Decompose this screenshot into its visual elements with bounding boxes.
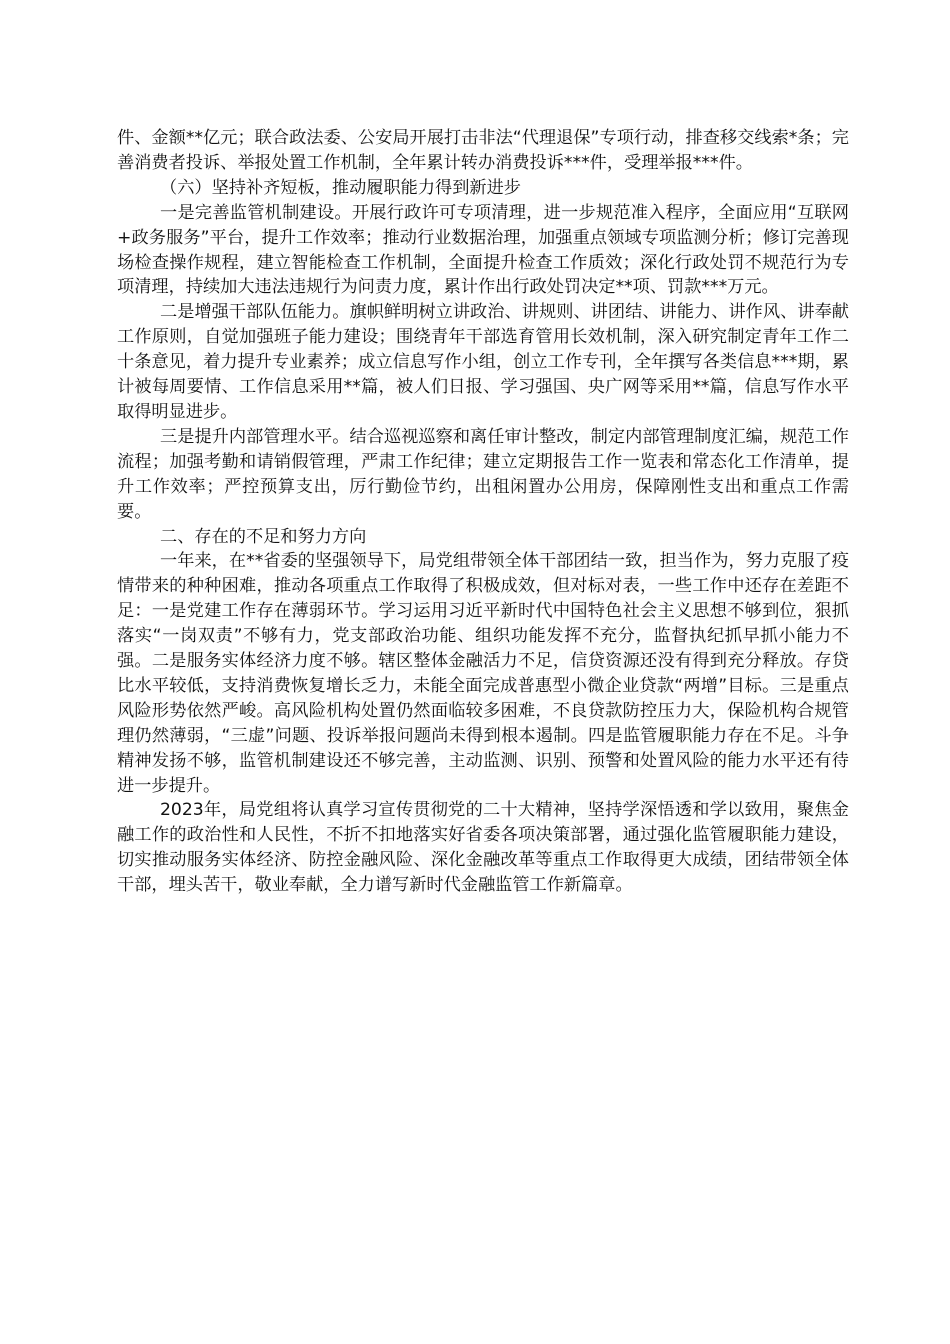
section-heading-six: （六）坚持补齐短板，推动履职能力得到新进步 xyxy=(160,177,521,198)
paragraph-shortcomings: 一年来，在**省委的坚强领导下，局党组带领全体干部团结一致，担当作为，努力克服了疫情带来的种种困难，推动各项重点工作取得了积极成效，但对标对表，一些工作中还存在差距不足：一是党建工作存在薄弱环节。学习运用习近平新时代中国特色社会主义思想不够到位，狠抓落实“一岗双责”不够有力，党支部政治功能、组织功能发挥不充分，监督执纪抓早抓小能力不强。二是服务实体经济力度不够。辖区整体金融活力不足，信贷资源还没有得到充分释放。存贷比水平较低，支持消费恢复增长乏力，未能全面完成普惠型小微企业贷款“两增”目标。三是重点风险形势依然严峻。高风险机构处置仍然面临较多困难，不良贷款防控压力大，保险机构合规管理仍然薄弱，“三虚”问题、投诉举报问题尚未得到根本遏制。四是监管履职能力存在不足。斗争精神发扬不够，监管机制建设还不够完善，主动监测、识别、预警和处置风险的能力水平还有待进一步提升。 xyxy=(117,551,849,796)
paragraph-continuation: 件、金额**亿元；联合政法委、公安局开展打击非法“代理退保”专项行动，排查移交线索*条；完善消费者投诉、举报处置工作机制，全年累计转办消费投诉***件，受理举报***件。 xyxy=(117,128,849,173)
section-heading-shortcomings: 二、存在的不足和努力方向 xyxy=(160,526,367,547)
paragraph-cadre-capability: 二是增强干部队伍能力。旗帜鲜明树立讲政治、讲规则、讲团结、讲能力、讲作风、讲奉献工作原则，自觉加强班子能力建设；围绕青年干部选育管用长效机制，深入研究制定青年工作二十条意见，着力提升专业素养；成立信息写作小组，创立工作专刊，全年撰写各类信息***期，累计被每周要情、工作信息采用**篇，被人们日报、学习强国、央广网等采用**篇，信息写作水平取得明显进步。 xyxy=(117,302,849,422)
paragraph-2023-outlook: 2023年，局党组将认真学习宣传贯彻党的二十大精神，坚持学深悟透和学以致用，聚焦金融工作的政治性和人民性，不折不扣地落实好省委各项决策部署，通过强化监管履职能力建设，切实推动服务实体经济、防控金融风险、深化金融改革等重点工作取得更大成绩，团结带领全体干部，埋头苦干，敬业奉献，全力谱写新时代金融监管工作新篇章。 xyxy=(117,800,849,896)
document-body xyxy=(117,126,849,898)
paragraph-supervision-mechanism: 一是完善监管机制建设。开展行政许可专项清理，进一步规范准入程序，全面应用“互联网+政务服务”平台，提升工作效率；推动行业数据治理，加强重点领域专项监测分析；修订完善现场检查操作规程，建立智能检查工作机制，全面提升检查工作质效；深化行政处罚不规范行为专项清理，持续加大违法违规行为问责力度，累计作出行政处罚决定**项、罚款***万元。 xyxy=(117,202,849,298)
paragraph-internal-management: 三是提升内部管理水平。结合巡视巡察和离任审计整改，制定内部管理制度汇编，规范工作流程；加强考勤和请销假管理，严肃工作纪律；建立定期报告工作一览表和常态化工作清单，提升工作效率；严控预算支出，厉行勤俭节约，出租闲置办公用房，保障刚性支出和重点工作需要。 xyxy=(117,426,849,522)
